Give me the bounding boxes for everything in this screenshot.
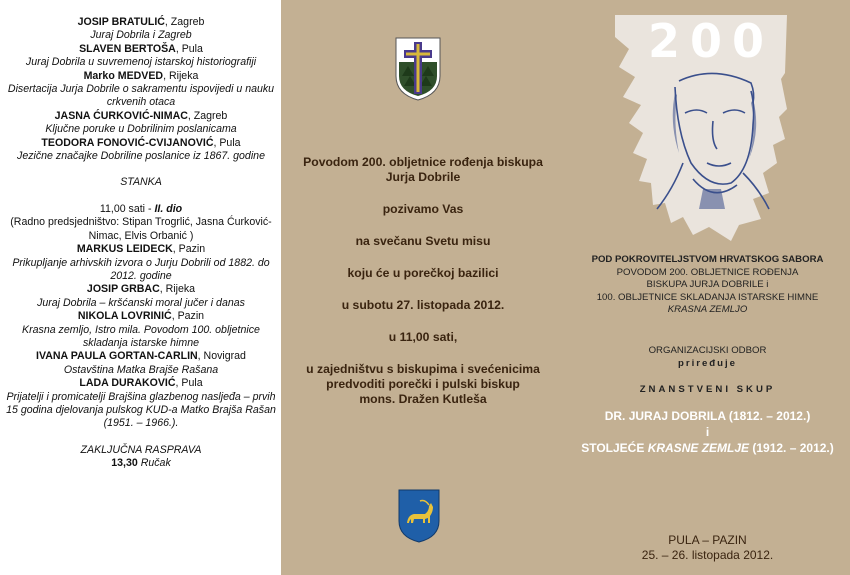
program-item: [4, 137, 278, 164]
closing-time: 13,30: [111, 457, 138, 470]
talk-title: Prikupljanje arhivskih izvora o Jurju Dobrili od 1882. do 2012. godine: [12, 256, 270, 282]
invitation-occasion: Povodom 200. obljetnice rođenja biskupa Jurja Dobrile: [303, 155, 543, 184]
symposium-title: [565, 408, 850, 456]
patronage-block: [565, 254, 850, 317]
patronage-line: BISKUPA JURJA DOBRILE i: [646, 279, 769, 290]
speaker-name: MARKUS LEIDECK: [76, 243, 173, 256]
session-time: 11,00 sati -: [99, 202, 155, 215]
session-label: II. dio: [154, 202, 183, 215]
speaker-city: , Rijeka: [163, 69, 199, 82]
organizer-block: [565, 344, 850, 396]
speaker-city: , Pazin: [172, 243, 206, 256]
break-label: STANKA: [120, 176, 162, 189]
talk-title: Juraj Dobrila – kršćanski moral jučer i danas: [37, 296, 245, 309]
invitation-date: u subotu 27. listopada 2012.: [341, 298, 505, 312]
istria-goat-crest-icon: [398, 489, 440, 543]
program-list: [4, 16, 278, 471]
lunch-label: Ručak: [137, 457, 171, 470]
invitation-text: [291, 155, 555, 407]
speaker-name: JOSIP GRBAC: [86, 283, 160, 296]
title-line-3b: KRASNE ZEMLJE: [647, 441, 750, 455]
patronage-line: 100. OBLJETNICE SKLADANJA ISTARSKE HIMNE: [596, 291, 819, 303]
speaker-name: LADA DURAKOVIĆ: [79, 377, 176, 390]
speaker-name: NIKOLA LOVRINIĆ: [77, 310, 172, 323]
program-item: [4, 43, 278, 70]
invitation-panel: [281, 0, 565, 575]
speaker-name: JASNA ĆURKOVIĆ-NIMAC: [54, 109, 188, 122]
session-chairs: (Radno predsjedništvo: Stipan Trogrlić, Jasna Ćurković-Nimac, Elvis Orbanić ): [10, 216, 272, 242]
speaker-city: , Novigrad: [197, 350, 246, 363]
program-item: [4, 16, 278, 43]
talk-title: Jezične značajke Dobriline poslanice iz 1867. godine: [17, 150, 265, 163]
speaker-city: , Zagreb: [187, 109, 228, 122]
title-line-3c: (1912. – 2012.): [749, 441, 834, 455]
speaker-city: , Rijeka: [159, 283, 196, 296]
speaker-name: JOSIP BRATULIĆ: [77, 16, 165, 28]
patronage-anthem: KRASNA ZEMLJO: [667, 304, 748, 315]
invitation-bishop: mons. Dražen Kutleša: [359, 392, 487, 406]
invitation-clergy: u zajedništvu s biskupima i svećenicima: [306, 362, 540, 376]
cover-panel: [565, 0, 850, 575]
porec-pula-diocese-crest-icon: [394, 36, 442, 102]
program-item: [4, 377, 278, 431]
patronage-heading: POD POKROVITELJSTVOM HRVATSKOG SABORA: [591, 254, 824, 265]
talk-title: Juraj Dobrila u suvremenoj istarskoj historiografiji: [25, 56, 257, 69]
speaker-name: SLAVEN BERTOŠA: [79, 42, 176, 55]
program-item: [4, 283, 278, 310]
invitation-greeting: pozivamo Vas: [382, 202, 464, 216]
speaker-name: Marko MEDVED: [83, 69, 164, 82]
invitation-event: na svečanu Svetu misu: [355, 234, 491, 248]
patronage-line: POVODOM 200. OBLJETNICE ROĐENJA: [616, 266, 799, 278]
program-item: [4, 310, 278, 350]
title-conjunction: i: [705, 425, 710, 439]
event-dates: 25. – 26. listopada 2012.: [641, 548, 774, 562]
speaker-city: , Pula: [175, 42, 203, 55]
program-panel: [0, 0, 281, 575]
talk-title: Ostavština Matka Brajše Rašana: [63, 363, 219, 376]
title-line-1: DR. JURAJ DOBRILA (1812. – 2012.): [604, 409, 811, 423]
talk-title: Krasna zemljo, Istro mila. Povodom 100. obljetnice skladanja istarske himne: [22, 323, 260, 349]
invitation-venue: koju će u porečkoj bazilici: [347, 266, 499, 280]
speaker-city: , Pula: [175, 377, 203, 390]
event-location: PULA – PAZIN: [668, 533, 747, 547]
speaker-name: IVANA PAULA GORTAN-CARLIN: [36, 350, 198, 363]
speaker-city: , Zagreb: [164, 16, 205, 28]
anniversary-number: 200: [647, 14, 775, 68]
closing-label: ZAKLJUČNA RASPRAVA: [80, 443, 202, 456]
talk-title: Ključne poruke u Dobrilinim poslanicama: [45, 123, 237, 136]
speaker-name: TEODORA FONOVIĆ-CVIJANOVIĆ: [41, 136, 214, 149]
talk-title: Juraj Dobrila i Zagreb: [90, 29, 192, 42]
title-line-3a: STOLJEĆE: [581, 441, 648, 455]
place-date-block: [565, 533, 850, 563]
talk-title: Prijatelji i promicatelji Brajšina glazbenog nasljeđa – prvih 15 godina djelovanja pulskog KUD-a Matko Brajša Rašan (1951. – 1966.).: [6, 390, 276, 430]
talk-title: Disertacija Jurja Dobrile o sakramentu ispovijedi u nauku crkvenih otaca: [7, 83, 275, 109]
program-item: [4, 350, 278, 377]
invitation-celebrant: predvoditi porečki i pulski biskup: [326, 377, 520, 391]
program-item: [4, 110, 278, 137]
speaker-city: , Pula: [213, 136, 241, 149]
event-type: ZNANSTVENI SKUP: [639, 384, 776, 395]
invitation-time: u 11,00 sati,: [388, 330, 458, 344]
speaker-city: , Pazin: [171, 310, 205, 323]
organizer-name: ORGANIZACIJSKI ODBOR: [648, 345, 767, 356]
program-item: [4, 243, 278, 283]
organizer-verb: priređuje: [677, 358, 738, 369]
program-item: [4, 70, 278, 110]
